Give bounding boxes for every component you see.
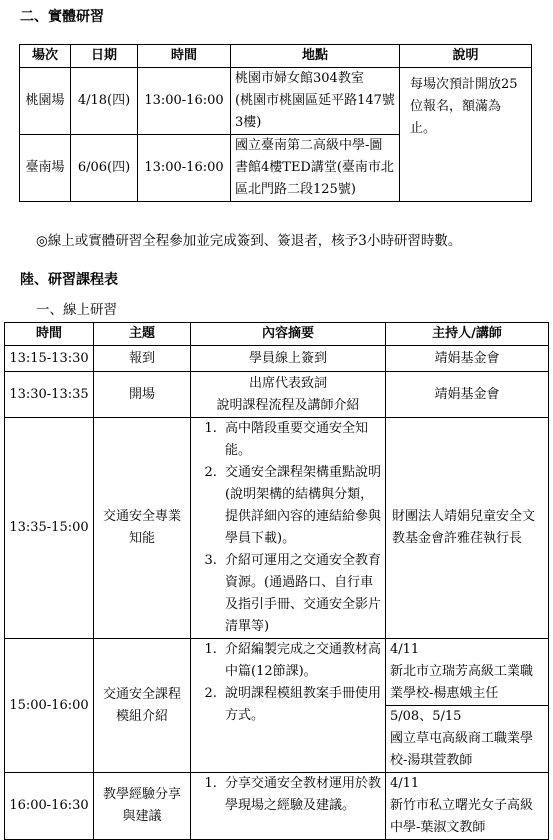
section-heading-physical: 二、實體研習 — [20, 9, 104, 25]
content-item: 1. 分享交通安全教材運用於教學現場之經驗及建議。 — [221, 773, 381, 817]
venue-date: 6/06(四) — [71, 135, 138, 202]
schedule-speaker: 財團法人靖娟兒童安全文教基金會許雅荏執行長 — [386, 418, 549, 639]
speaker-block — [386, 639, 548, 706]
content-item: 1. 高中階段重要交通安全知能。 — [221, 418, 381, 462]
online-heading: 一、線上研習 — [36, 302, 117, 318]
schedule-speaker — [386, 639, 549, 773]
schedule-row — [5, 639, 549, 773]
content-item: 2. 說明課程模組教案手冊使用方式。 — [221, 683, 381, 727]
schedule-content — [191, 418, 386, 639]
section-heading-schedule: 陸、研習課程表 — [20, 272, 118, 288]
schedule-time: 13:15-13:30 — [5, 346, 94, 372]
schedule-content — [191, 773, 386, 840]
schedule-content — [191, 639, 386, 773]
venue-date: 4/18(四) — [71, 68, 138, 135]
schedule-topic: 交通安全專業知能 — [94, 418, 191, 639]
venue-col-header: 地點 — [231, 45, 400, 68]
schedule-time: 13:30-13:35 — [5, 372, 94, 418]
venue-col-header: 場次 — [20, 45, 71, 68]
schedule-speaker — [386, 773, 549, 840]
schedule-topic: 報到 — [94, 346, 191, 372]
schedule-speaker: 靖娟基金會 — [386, 346, 549, 372]
schedule-row — [5, 372, 549, 418]
content-item: 3. 介紹可運用之交通安全教育資源。(通過路口、自行車及指引手冊、交通安全影片清單等) — [221, 550, 381, 638]
schedule-col-header: 時間 — [5, 323, 94, 346]
venue-col-header: 時間 — [138, 45, 231, 68]
schedule-topic: 交通安全課程模組介紹 — [94, 639, 191, 773]
schedule-row — [5, 346, 549, 372]
schedule-topic: 教學經驗分享與建議 — [94, 773, 191, 840]
schedule-table — [4, 322, 549, 840]
schedule-row — [5, 418, 549, 639]
schedule-content: 學員線上簽到 — [191, 346, 386, 372]
content-item: 1. 介紹編製完成之交通教材高中篇(12節課)。 — [221, 639, 381, 683]
completion-note: ◎線上或實體研習全程參加並完成簽到、簽退者，核予3小時研習時數。 — [36, 233, 462, 249]
schedule-col-header: 主持人/講師 — [386, 323, 549, 346]
venue-location-line: (桃園市桃園區延平路147號3樓) — [235, 93, 395, 130]
speaker-block — [386, 706, 548, 772]
venue-time: 13:00-16:00 — [138, 135, 231, 202]
schedule-speaker: 靖娟基金會 — [386, 372, 549, 418]
speaker-date: 4/11 — [390, 642, 420, 657]
venue-note: 每場次預計開放25位報名，額滿為止。 — [400, 68, 532, 202]
content-item: 2. 交通安全課程架構重點說明(說明架構的結構與分類，提供詳細內容的連結給參與學員下載)。 — [221, 462, 381, 550]
speaker-name: 國立草屯高級商工職業學校-湯琪萱教師 — [390, 731, 534, 768]
venue-site: 臺南場 — [20, 135, 71, 202]
venue-location — [231, 68, 400, 135]
venue-time: 13:00-16:00 — [138, 68, 231, 135]
schedule-content — [191, 372, 386, 418]
venue-location: 國立臺南第二高級中學-圖書館4樓TED講堂(臺南市北區北門路二段125號) — [231, 135, 400, 202]
speaker-date: 5/08、5/15 — [390, 709, 462, 724]
speaker-name: 新北市立瑞芳高級工業職業學校-楊惠娥主任 — [390, 664, 534, 701]
schedule-content-line: 說明課程流程及講師介紹 — [216, 397, 360, 413]
venue-location-line: 桃園市婦女館304教室 — [235, 71, 364, 86]
schedule-row — [5, 773, 549, 840]
schedule-time: 16:00-16:30 — [5, 773, 94, 840]
schedule-content-line: 出席代表致詞 — [248, 375, 327, 391]
speaker-name: 新竹市私立曙光女子高級中學-葉淑文教師 — [390, 798, 534, 835]
schedule-time: 13:35-15:00 — [5, 418, 94, 639]
venue-site: 桃園場 — [20, 68, 71, 135]
venue-col-header: 說明 — [400, 45, 532, 68]
venue-col-header: 日期 — [71, 45, 138, 68]
venue-row — [20, 68, 532, 135]
schedule-col-header: 內容摘要 — [191, 323, 386, 346]
schedule-topic: 開場 — [94, 372, 191, 418]
venue-table — [19, 44, 532, 202]
speaker-date: 4/11 — [390, 776, 420, 791]
schedule-col-header: 主題 — [94, 323, 191, 346]
schedule-time: 15:00-16:00 — [5, 639, 94, 773]
